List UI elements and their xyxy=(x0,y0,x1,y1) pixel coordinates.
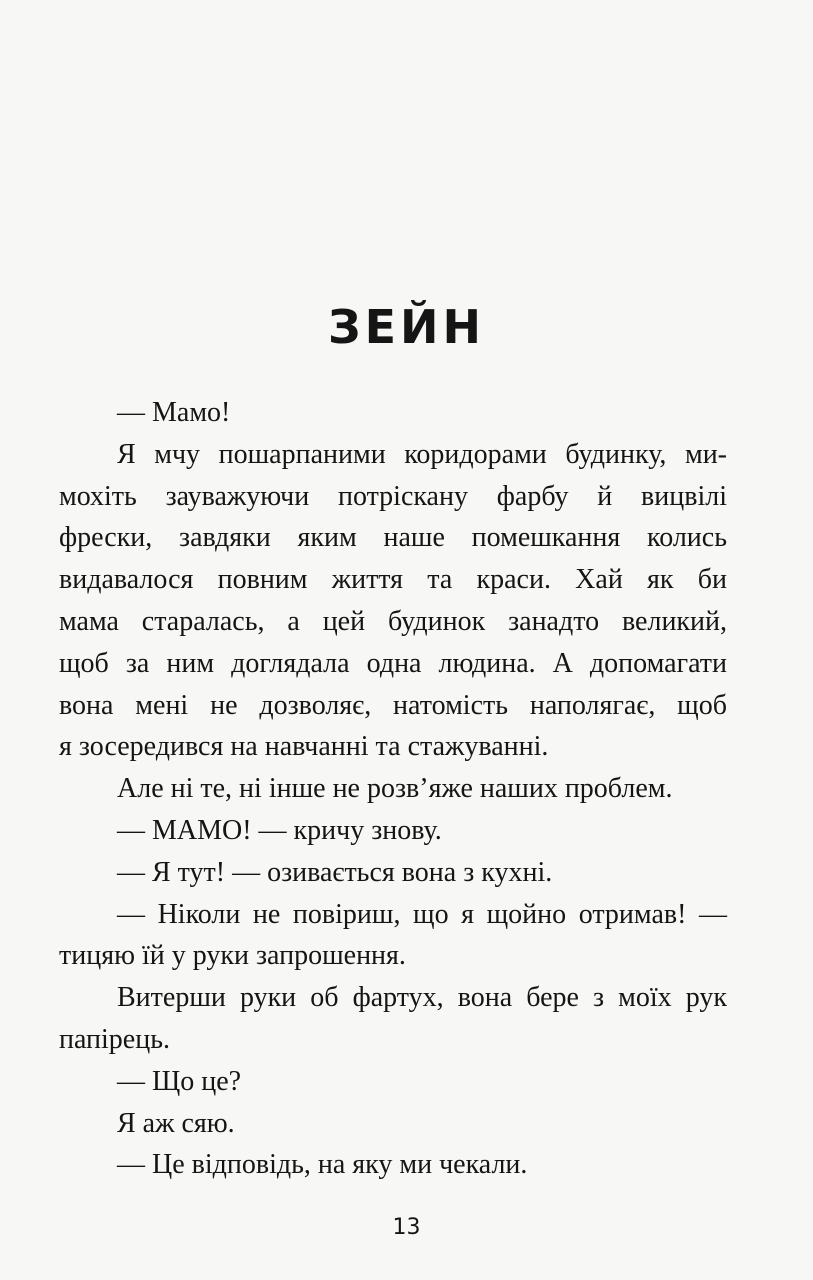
text-line: щоб за ним доглядала одна людина. А допомагати xyxy=(59,647,727,679)
text-line: Я мчу пошарпаними коридорами будинку, ми- xyxy=(117,438,727,470)
text-line: — Я тут! — озивається вона з кухні. xyxy=(117,856,553,888)
text-line: — Мамо! xyxy=(117,397,231,428)
text-line: — МАМО! — кричу знову. xyxy=(117,814,442,846)
text-line: — Ніколи не повіриш, що я щойно отримав! — xyxy=(117,898,727,930)
page-number: 13 xyxy=(392,1215,421,1240)
chapter-title: ЗЕЙН xyxy=(327,300,486,354)
text-line: я зосередився на навчанні та стажуванні. xyxy=(59,731,549,763)
text-line: тицяю їй у руки запрошення. xyxy=(59,940,406,972)
text-line: видавалося повним життя та краси. Хай як би xyxy=(59,564,727,596)
text-line: вона мені не дозволяє, натомість наполягає, щоб xyxy=(59,689,727,721)
text-line: фрески, завдяки яким наше помешкання колись xyxy=(59,522,727,554)
text-line: мохіть зауважуючи потріскану фарбу й вицвілі xyxy=(59,480,727,512)
text-line: Але ні те, ні інше не розв’яже наших проблем. xyxy=(117,773,673,805)
text-line: Я аж сяю. xyxy=(117,1107,235,1139)
text-line: мама старалась, а цей будинок занадто великий, xyxy=(59,605,727,637)
body-text xyxy=(59,392,727,1186)
text-line: — Це відповідь, на яку ми чекали. xyxy=(117,1149,528,1181)
text-line: папірець. xyxy=(59,1023,170,1055)
text-line: Витерши руки об фартух, вона бере з моїх рук xyxy=(117,982,727,1014)
text-line: — Що це? xyxy=(117,1065,242,1097)
